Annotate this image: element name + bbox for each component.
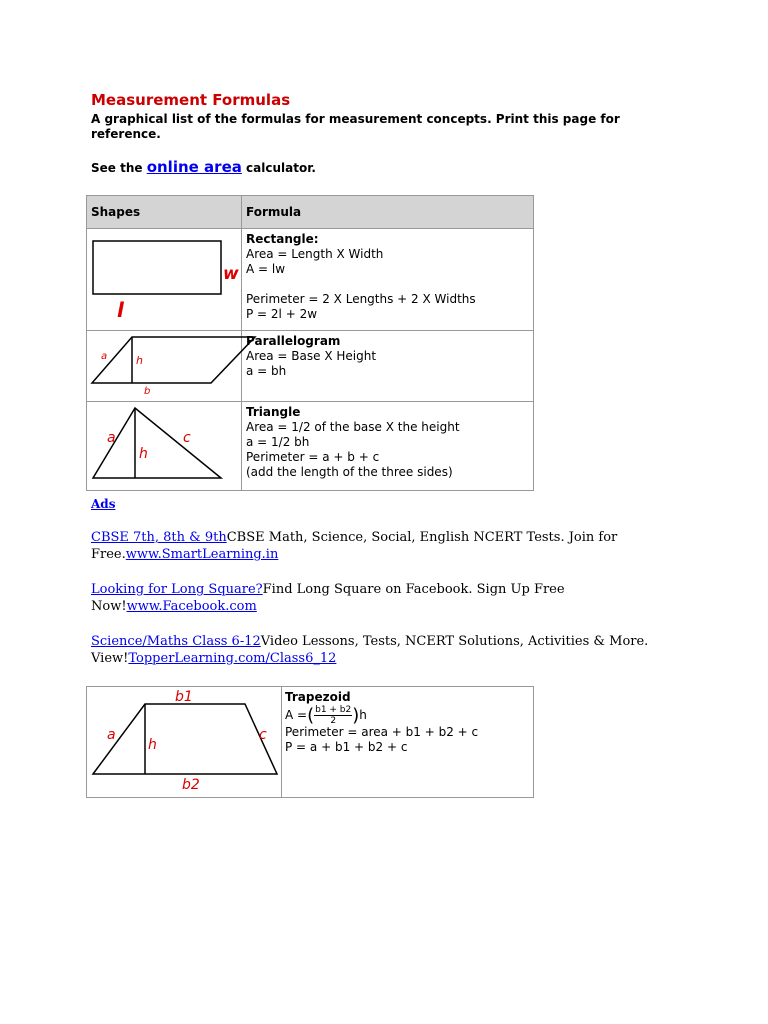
triangle-height-label: h [139, 446, 148, 462]
formula-table [86, 195, 534, 491]
trapezoid-b2-label: b2 [182, 777, 200, 793]
triangle-area-line: Area = 1/2 of the base X the height [246, 420, 460, 434]
ad-item [91, 581, 651, 615]
left-paren: ( [307, 705, 315, 726]
triangle-side-c-label: c [183, 430, 191, 446]
triangle-title: Triangle [246, 405, 301, 419]
rectangle-diagram [87, 229, 237, 326]
parallelogram-diagram [87, 331, 237, 397]
ad-text: Video Lessons, Tests, NCERT Solutions, Activities & More. View! [91, 634, 649, 666]
ad-link[interactable]: Science/Maths Class 6-12 [91, 634, 261, 649]
rectangle-area-short: A = lw [246, 262, 286, 276]
triangle-area-short: a = 1/2 bh [246, 435, 310, 449]
rectangle-area-line: Area = Length X Width [246, 247, 384, 261]
trapezoid-table [86, 686, 534, 798]
ad-text: CBSE Math, Science, Social, English NCERT Tests. Join for Free. [91, 530, 618, 562]
ad-item [91, 529, 651, 563]
parallelogram-area-line: Area = Base X Height [246, 349, 377, 363]
rectangle-perimeter-short: P = 2l + 2w [246, 307, 318, 321]
trapezoid-area-suffix: h [359, 708, 367, 722]
triangle-perimeter-note: (add the length of the three sides) [246, 465, 453, 479]
see-suffix: calculator. [241, 161, 316, 175]
trapezoid-figure-cell [87, 687, 282, 798]
trapezoid-perimeter-short: P = a + b1 + b2 + c [285, 740, 408, 754]
table-row-trapezoid [87, 687, 534, 798]
trapezoid-side-a-label: a [107, 727, 116, 743]
trapezoid-fraction [314, 705, 352, 726]
parallelogram-title: Parallelogram [246, 334, 341, 348]
table-row-parallelogram [87, 331, 534, 402]
trapezoid-perimeter-line: Perimeter = area + b1 + b2 + c [285, 725, 479, 739]
trapezoid-height-label: h [148, 737, 157, 753]
rectangle-figure-cell [87, 229, 242, 331]
fraction-numerator: b1 + b2 [315, 705, 352, 715]
rectangle-length-label: l [117, 298, 124, 322]
table-row-rectangle [87, 229, 534, 331]
trapezoid-diagram [87, 687, 281, 793]
parallelogram-base-label: b [144, 386, 151, 397]
trapezoid-area-prefix: A = [285, 708, 308, 722]
trapezoid-b1-label: b1 [175, 689, 193, 705]
ads-heading[interactable]: Ads [91, 497, 116, 511]
trapezoid-side-c-label: c [259, 727, 267, 743]
rectangle-title: Rectangle: [246, 232, 319, 246]
ad-link[interactable]: Looking for Long Square? [91, 582, 263, 597]
trapezoid-area-formula [285, 705, 530, 725]
rectangle-shape [93, 241, 221, 294]
ad-link[interactable]: CBSE 7th, 8th & 9th [91, 530, 227, 545]
ad-url[interactable]: www.SmartLearning.in [125, 547, 279, 562]
table-row-triangle [87, 402, 534, 491]
page-title: Measurement Formulas [91, 91, 291, 109]
triangle-figure-cell [87, 402, 242, 491]
parallelogram-area-short: a = bh [246, 364, 287, 378]
rectangle-width-label: w [223, 264, 239, 284]
trapezoid-formula-cell [282, 687, 534, 798]
ad-url[interactable]: TopperLearning.com/Class6_12 [128, 651, 337, 666]
rectangle-formula-cell [242, 229, 534, 331]
parallelogram-shape [92, 337, 255, 383]
triangle-diagram [87, 402, 237, 486]
fraction-denominator: 2 [330, 716, 337, 726]
header-formula: Formula [242, 196, 534, 229]
right-paren: ) [352, 705, 360, 726]
see-prefix: See the [91, 161, 147, 175]
trapezoid-title: Trapezoid [285, 690, 351, 704]
rectangle-blank-line [246, 277, 529, 292]
page-intro: A graphical list of the formulas for measurement concepts. Print this page for reference. [91, 112, 620, 141]
parallelogram-side-label: a [101, 351, 108, 362]
triangle-perimeter-line: Perimeter = a + b + c [246, 450, 380, 464]
online-area-link[interactable]: online area [146, 158, 242, 176]
ad-url[interactable]: www.Facebook.com [126, 599, 257, 614]
parallelogram-formula-cell [242, 331, 534, 402]
ad-item [91, 633, 651, 667]
header-shapes: Shapes [87, 196, 242, 229]
triangle-side-a-label: a [107, 430, 116, 446]
rectangle-perimeter-line: Perimeter = 2 X Lengths + 2 X Widths [246, 292, 476, 306]
calculator-line [91, 158, 316, 176]
trapezoid-shape [93, 704, 277, 774]
ad-text: Find Long Square on Facebook. Sign Up Free Now! [91, 582, 565, 614]
parallelogram-height-label: h [136, 354, 143, 367]
triangle-formula-cell [242, 402, 534, 491]
parallelogram-figure-cell [87, 331, 242, 402]
